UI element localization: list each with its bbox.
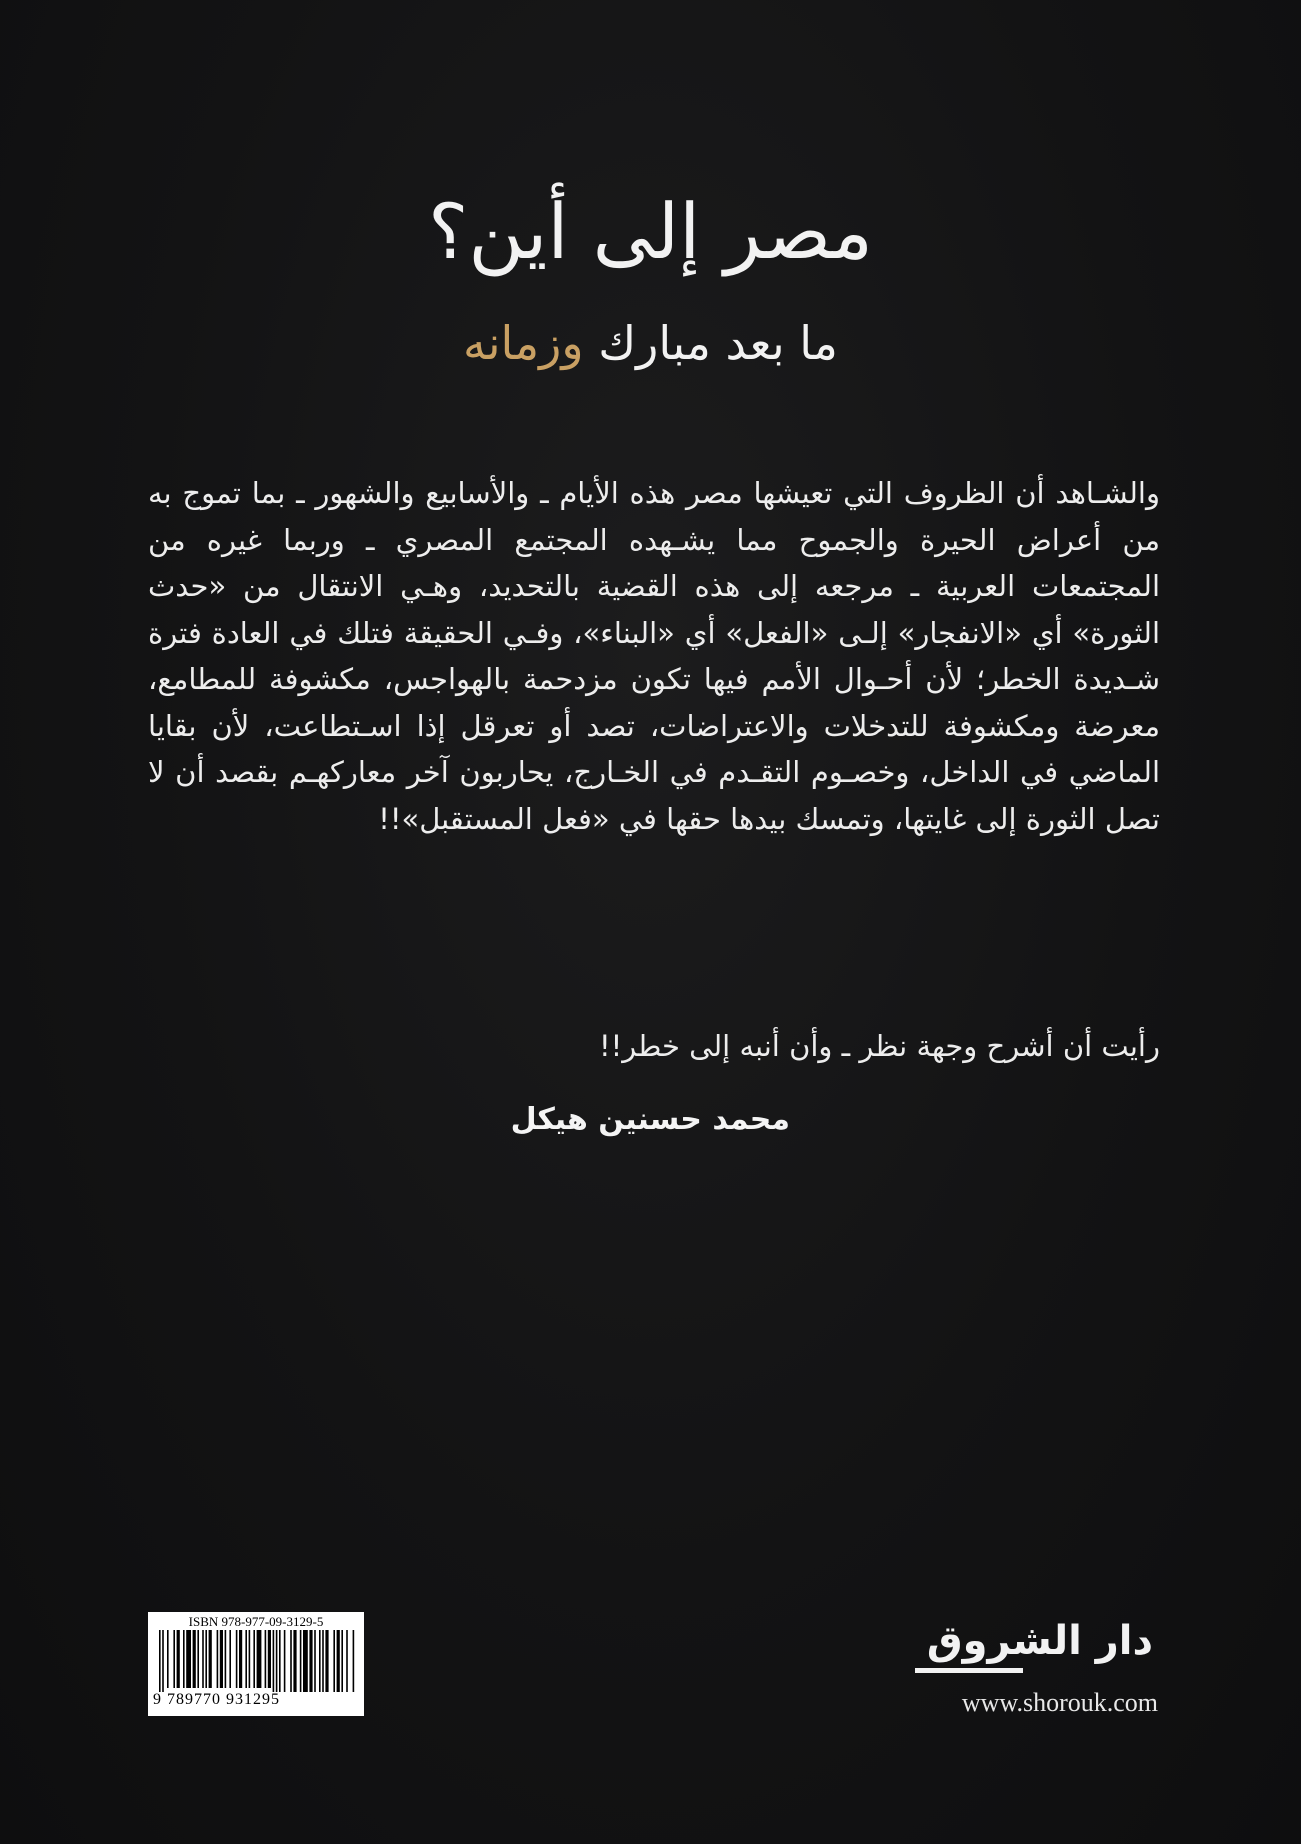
barcode-bar: [319, 1630, 321, 1692]
barcode-bar: [245, 1630, 247, 1688]
barcode-bar: [303, 1630, 308, 1692]
isbn-barcode: [148, 1612, 364, 1716]
barcode-bar: [249, 1630, 251, 1688]
barcode-bar: [353, 1630, 355, 1692]
subtitle-part-2: وزمانه: [463, 316, 584, 370]
barcode-bar: [293, 1630, 296, 1692]
barcode-bar: [257, 1630, 262, 1688]
barcode-bar: [225, 1630, 227, 1688]
blurb-paragraph-1: والشـاهد أن الظروف التي تعيشها مصر هذه الأيام ـ والأسابيع والشهور ـ بما تموج به من أعراض الحيرة والجموح مما يشـهده المجتمع المصري ـ وربما غيره من المجتمعات العربية ـ مرجعه إلى هذه القضية بالتحديد، وهـي الانتقال من «حدث الثورة» أي «الانفجار» إلـى «الفعل» أي «البناء»، وفـي الحقيقة فتلك في العادة فترة شـديدة الخطر؛ لأن أحـوال الأمم فيها تكون مزدحمة بالهواجس، مكشوفة للمطامع، معرضة ومكشوفة للتدخلات والاعتراضات، تصد أو تعرقل إذا اسـتطاعت، لأن بقايا الماضي في الداخل، وخصـوم التقـدم في الخـارج، يحاربون آخر معاركهـم بقصد أن لا تصل الثورة إلى غايتها، وتمسك بيدها حقها في «فعل المستقبل»!!: [148, 476, 1160, 836]
barcode-bar: [314, 1630, 316, 1692]
barcode-bar: [183, 1630, 185, 1688]
barcode-bar: [220, 1630, 223, 1688]
barcode-bar: [177, 1630, 180, 1688]
barcode-bar: [217, 1630, 219, 1688]
publisher-logo-underline: [915, 1668, 1023, 1673]
barcode-bar: [236, 1630, 238, 1688]
barcode-bar: [309, 1630, 312, 1692]
barcode-bar: [229, 1630, 231, 1688]
barcode-bar: [290, 1630, 292, 1692]
author-name: محمد حسنين هيكل: [510, 1102, 790, 1137]
barcode-bar: [205, 1630, 207, 1688]
barcode-bar: [268, 1630, 271, 1688]
barcode-bar: [276, 1630, 278, 1692]
book-subtitle: [0, 318, 1301, 369]
isbn-label: ISBN 978-977-09-3129-5: [188, 1614, 324, 1629]
blurb-paragraph-2: رأيت أن أشرح وجهة نظر ـ وأن أنبه إلى خطر!!: [598, 1029, 1160, 1063]
barcode-bar: [341, 1630, 343, 1692]
book-title: مصر إلى أين؟: [428, 187, 873, 276]
barcode-bar: [346, 1630, 348, 1692]
barcode-bar: [279, 1630, 281, 1692]
barcode-bars: [153, 1630, 359, 1692]
barcode-bar: [186, 1630, 191, 1688]
barcode-bar: [193, 1630, 196, 1688]
barcode-bar: [202, 1630, 204, 1688]
barcode-bar: [273, 1630, 275, 1692]
barcode-bar: [209, 1630, 212, 1688]
subtitle-part-1: ما بعد مبارك: [598, 316, 838, 370]
barcode-bar: [265, 1630, 267, 1688]
barcode-bar: [167, 1630, 169, 1688]
barcode-bar: [284, 1630, 286, 1692]
barcode-bar: [322, 1630, 324, 1692]
barcode-bar: [333, 1630, 335, 1692]
barcode-digits: 9 789770 931295: [153, 1691, 280, 1708]
barcode-bar: [159, 1630, 161, 1692]
barcode-bar: [173, 1630, 175, 1688]
publisher-logo-text: دار الشروق: [926, 1618, 1153, 1664]
barcode-bar: [253, 1630, 255, 1688]
barcode-bar: [337, 1630, 340, 1692]
barcode-bar: [162, 1630, 164, 1692]
barcode-bar: [239, 1630, 242, 1688]
barcode-bar: [197, 1630, 199, 1688]
barcode-bar: [325, 1630, 328, 1692]
publisher-website: www.shorouk.com: [961, 1688, 1158, 1717]
barcode-bar: [300, 1630, 302, 1692]
